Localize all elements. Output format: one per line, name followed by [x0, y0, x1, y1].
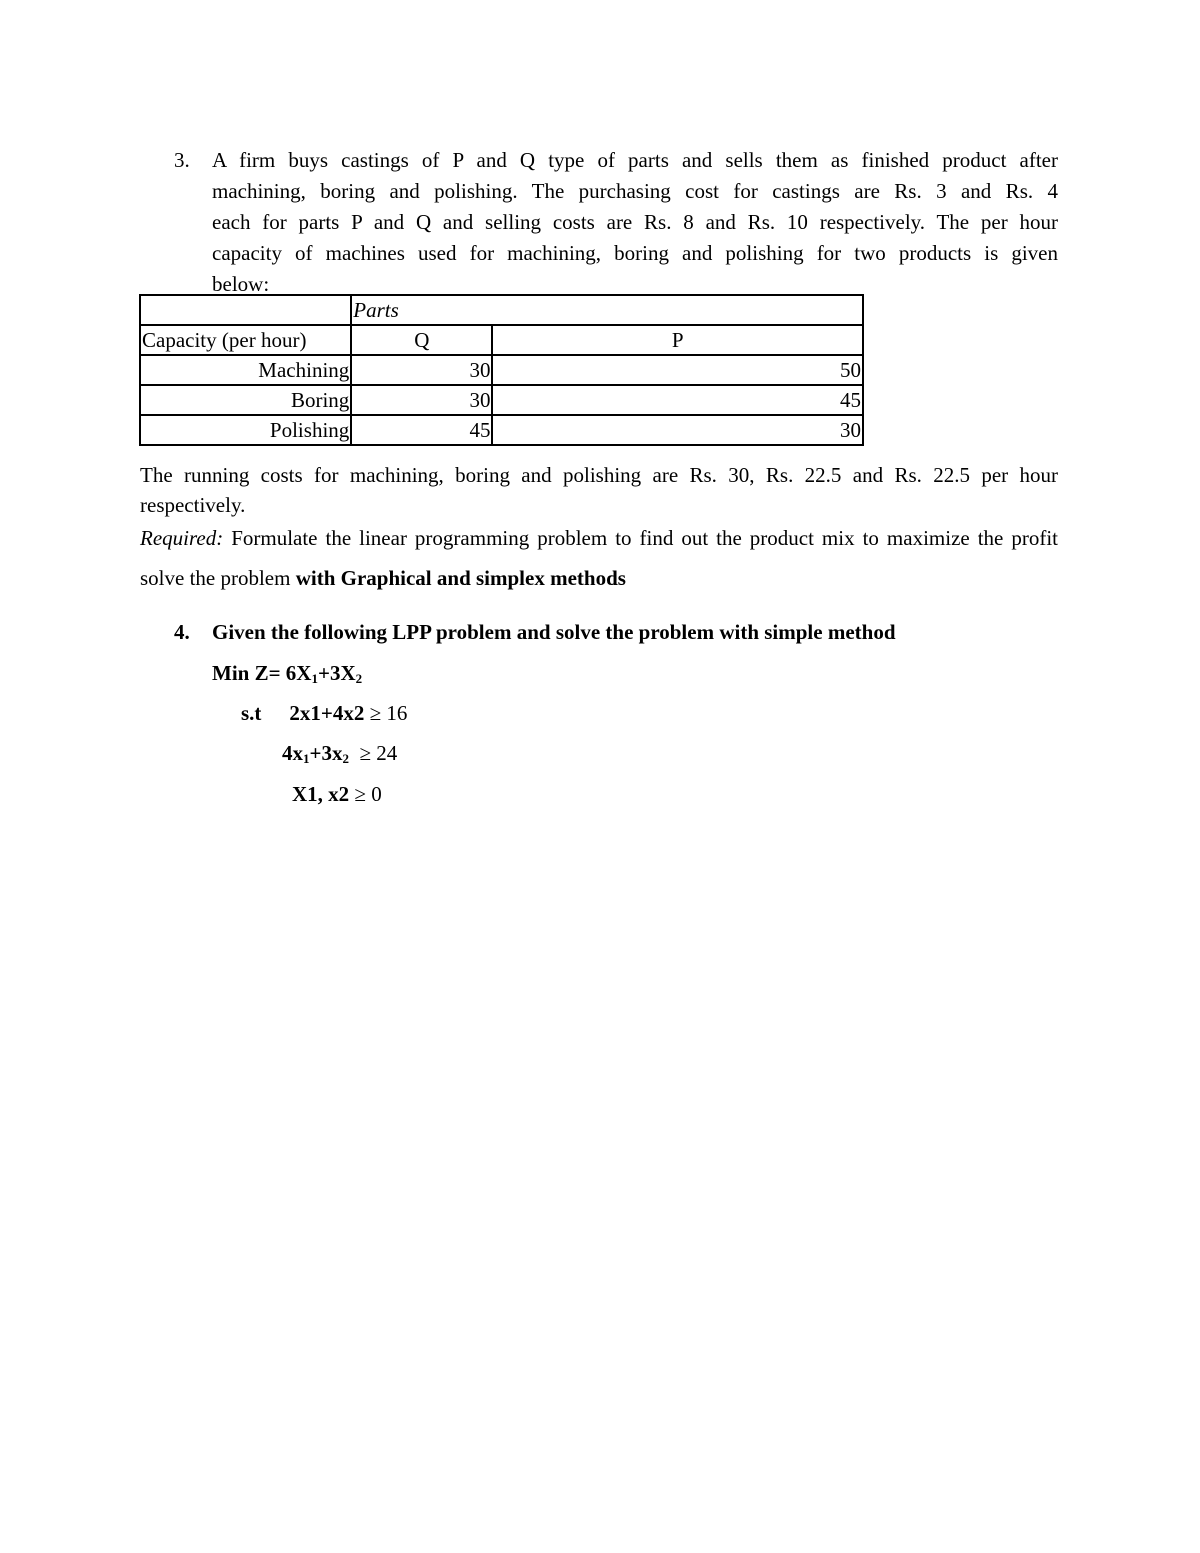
objective-prefix: Min Z= 6X [212, 661, 312, 685]
cell-q: 45 [351, 415, 492, 445]
constraint-1 [241, 698, 407, 728]
table-row [140, 355, 863, 385]
cell-q: 30 [351, 385, 492, 415]
question-4-heading [174, 616, 896, 648]
constraint-2-rhs: ≥ 24 [348, 741, 398, 765]
parts-header: Parts [351, 295, 863, 325]
cell-p: 50 [492, 355, 863, 385]
subject-to-label: s.t [241, 701, 262, 725]
question-3-line: each for parts P and Q and selling costs are Rs. 8 and Rs. 10 respectively. The per hour [212, 210, 1058, 234]
objective-function [212, 658, 362, 694]
constraint-3-lhs: X1, x2 [292, 782, 350, 806]
objective-subscript-1: 1 [311, 671, 318, 686]
capacity-table [139, 294, 864, 446]
constraint-2-term-b: +3x [309, 741, 343, 765]
constraint-2 [282, 738, 397, 774]
row-label: Polishing [140, 415, 351, 445]
table-row [140, 415, 863, 445]
question-3-line: below: [212, 272, 270, 296]
required-label: Required: [140, 526, 224, 550]
question-3-line: capacity of machines used for machining, boring and polishing for two products is given [212, 241, 1058, 265]
question-3-line: machining, boring and polishing. The purchasing cost for castings are Rs. 3 and Rs. 4 [212, 179, 1058, 203]
constraint-3 [292, 779, 382, 809]
question-3 [174, 145, 1058, 300]
constraint-2-subscript-2: 2 [342, 751, 349, 766]
running-costs-text: The running costs for machining, boring and polishing are Rs. 30, Rs. 22.5 and Rs. 22.5 per hour respectively. [140, 463, 1058, 517]
question-4-title: Given the following LPP problem and solve the problem with simple method [212, 620, 896, 644]
cell-p: 45 [492, 385, 863, 415]
required-methods: with Graphical and simplex methods [295, 566, 626, 590]
constraint-1-rhs: ≥ 16 [364, 701, 408, 725]
table-empty-cell [140, 295, 351, 325]
table-header-row [140, 295, 863, 325]
question-3-text [212, 145, 1058, 300]
column-q-header: Q [351, 325, 492, 355]
question-3-number: 3. [174, 148, 190, 172]
row-label: Boring [140, 385, 351, 415]
constraint-3-rhs: ≥ 0 [349, 782, 382, 806]
column-p-header: P [492, 325, 863, 355]
objective-subscript-2: 2 [355, 671, 363, 686]
constraint-2-term-a: 4x [282, 741, 303, 765]
required-text: Formulate the linear programming problem to find out the product mix to maximize the profit solve the problem [140, 526, 1058, 590]
cell-p: 30 [492, 415, 863, 445]
constraint-1-lhs: 2x1+4x2 [289, 701, 365, 725]
question-3-line: A firm buys castings of P and Q type of parts and sells them as finished product after [212, 148, 1058, 172]
table-subheader-row [140, 325, 863, 355]
capacity-header: Capacity (per hour) [140, 325, 351, 355]
required-paragraph [140, 518, 1058, 598]
constraint-2-subscript-1: 1 [303, 751, 310, 766]
row-label: Machining [140, 355, 351, 385]
objective-mid: +3X [317, 661, 356, 685]
question-4-number: 4. [174, 620, 190, 644]
table-row [140, 385, 863, 415]
cell-q: 30 [351, 355, 492, 385]
